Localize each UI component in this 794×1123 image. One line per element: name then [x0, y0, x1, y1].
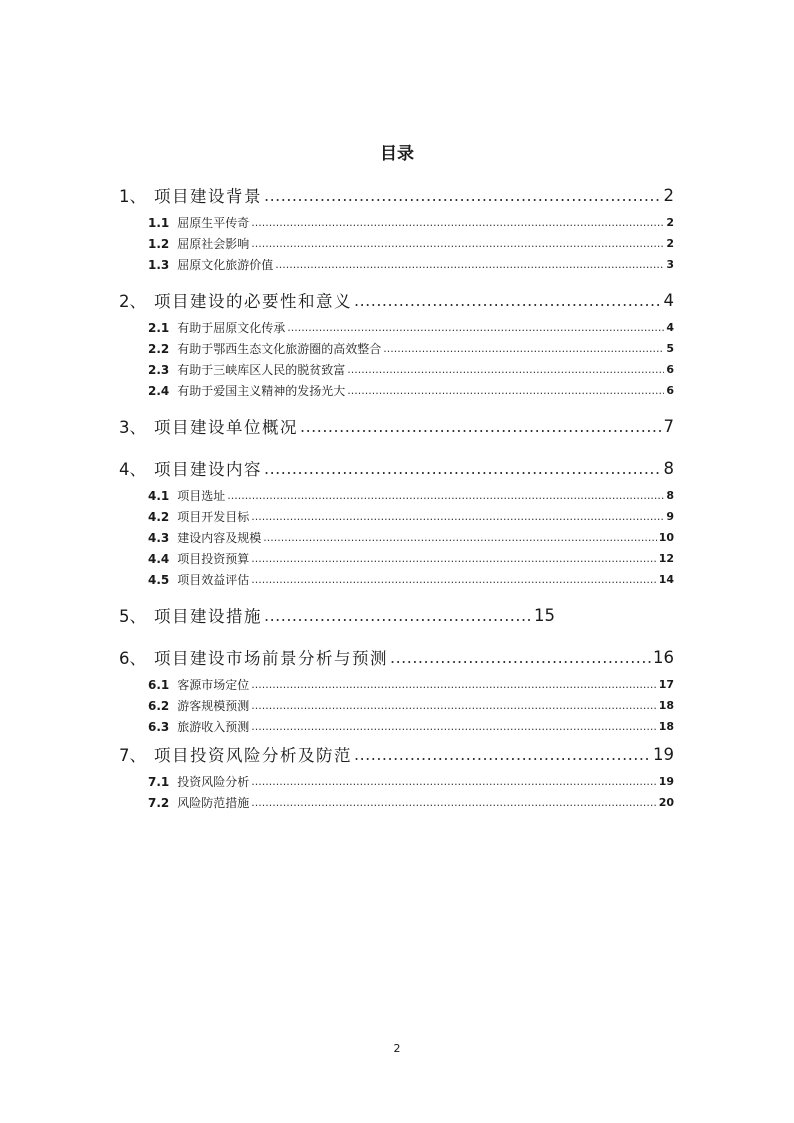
toc-subentry-label: 风险防范措施 — [177, 796, 250, 810]
dot-leader — [251, 678, 656, 691]
toc-entry-1[interactable] — [119, 178, 674, 212]
toc-subentry-page: 6 — [666, 363, 674, 376]
toc-entry-3[interactable] — [119, 409, 674, 443]
toc-subentry-label: 建设内容及规模 — [177, 531, 262, 545]
table-of-contents — [119, 178, 674, 813]
dot-leader — [251, 699, 656, 712]
toc-entry-5[interactable] — [119, 598, 555, 632]
toc-subentry-1-1[interactable] — [119, 212, 674, 233]
toc-entry-number: 6、 — [119, 649, 146, 668]
dot-leader — [251, 552, 656, 565]
toc-subentry-label: 游客规模预测 — [177, 699, 250, 713]
toc-subentry-number: 4.3 — [148, 530, 170, 545]
toc-entry-page: 2 — [663, 185, 674, 205]
toc-subentry-number: 1.2 — [148, 236, 170, 251]
toc-subentry-number: 6.3 — [148, 719, 170, 734]
dot-leader — [251, 775, 656, 788]
toc-subentry-label: 旅游收入预测 — [177, 720, 250, 734]
toc-entry-2[interactable] — [119, 283, 674, 317]
toc-entry-number: 4、 — [119, 460, 146, 479]
toc-subentry-2-3[interactable] — [119, 359, 674, 380]
toc-subentry-7-1[interactable] — [119, 771, 674, 792]
toc-entry-page: 19 — [653, 744, 674, 764]
toc-entry-6[interactable] — [119, 640, 674, 674]
toc-subentry-label: 项目选址 — [177, 489, 226, 503]
toc-subentry-page: 5 — [666, 342, 674, 355]
toc-subentry-page: 3 — [666, 258, 674, 271]
toc-subentry-label: 项目投资预算 — [177, 552, 250, 566]
dot-leader — [263, 531, 656, 544]
toc-subentry-number: 4.5 — [148, 572, 170, 587]
toc-subentry-label: 有助于三峡库区人民的脱贫致富 — [177, 363, 346, 377]
dot-leader — [251, 237, 664, 250]
toc-subentry-1-3[interactable] — [119, 254, 674, 275]
toc-subentry-page: 2 — [666, 216, 674, 229]
toc-entry-7[interactable] — [119, 737, 674, 771]
toc-title: 目录 — [380, 144, 414, 164]
toc-entry-number: 2、 — [119, 292, 146, 311]
toc-subentry-number: 2.1 — [148, 320, 170, 335]
toc-subentry-label: 屈原社会影响 — [177, 237, 250, 251]
toc-subentry-6-3[interactable] — [119, 716, 674, 737]
dot-leader — [264, 606, 532, 625]
page-number: 2 — [393, 1042, 401, 1055]
toc-subentry-number: 2.3 — [148, 362, 170, 377]
dot-leader — [347, 363, 664, 376]
toc-subentry-page: 9 — [666, 510, 674, 523]
toc-subentry-number: 7.1 — [148, 774, 170, 789]
toc-entry-label: 项目建设背景 — [154, 187, 262, 206]
dot-leader — [251, 510, 664, 523]
toc-subentry-number: 7.2 — [148, 795, 170, 810]
toc-entry-label: 项目建设市场前景分析与预测 — [154, 649, 388, 668]
toc-subentry-page: 20 — [658, 796, 674, 809]
toc-subentry-4-3[interactable] — [119, 527, 674, 548]
toc-entry-number: 3、 — [119, 418, 146, 437]
toc-entry-number: 5、 — [119, 607, 146, 626]
toc-subentry-6-2[interactable] — [119, 695, 674, 716]
dot-leader — [287, 321, 664, 334]
toc-subentry-label: 有助于爱国主义精神的发扬光大 — [177, 384, 346, 398]
toc-subentry-label: 项目开发目标 — [177, 510, 250, 524]
toc-subentry-number: 1.3 — [148, 257, 170, 272]
dot-leader — [347, 384, 664, 397]
toc-subentry-page: 18 — [658, 699, 674, 712]
toc-subentry-1-2[interactable] — [119, 233, 674, 254]
toc-subentry-page: 18 — [658, 720, 674, 733]
dot-leader — [300, 417, 662, 436]
toc-subentry-page: 4 — [666, 321, 674, 334]
toc-subentry-number: 4.2 — [148, 509, 170, 524]
toc-subentry-number: 2.4 — [148, 383, 170, 398]
toc-entry-number: 1、 — [119, 187, 146, 206]
toc-subentry-page: 17 — [658, 678, 674, 691]
dot-leader — [383, 342, 664, 355]
toc-subentry-page: 14 — [658, 573, 674, 586]
dot-leader — [354, 745, 651, 764]
toc-subentry-4-1[interactable] — [119, 485, 674, 506]
toc-subentry-number: 6.2 — [148, 698, 170, 713]
toc-subentry-number: 2.2 — [148, 341, 170, 356]
toc-entry-label: 项目建设内容 — [154, 460, 262, 479]
toc-subentry-2-4[interactable] — [119, 380, 674, 401]
toc-entry-label: 项目建设措施 — [154, 607, 262, 626]
toc-subentry-label: 客源市场定位 — [177, 678, 250, 692]
toc-entry-label: 项目投资风险分析及防范 — [154, 746, 352, 765]
toc-subentry-2-2[interactable] — [119, 338, 674, 359]
toc-subentry-number: 4.4 — [148, 551, 170, 566]
toc-subentry-page: 2 — [666, 237, 674, 250]
dot-leader — [227, 489, 664, 502]
toc-entry-label: 项目建设的必要性和意义 — [154, 292, 352, 311]
dot-leader — [251, 720, 656, 733]
dot-leader — [354, 291, 662, 310]
toc-subentry-label: 屈原文化旅游价值 — [177, 258, 274, 272]
toc-subentry-page: 12 — [658, 552, 674, 565]
dot-leader — [264, 459, 662, 478]
dot-leader — [390, 648, 651, 667]
dot-leader — [251, 216, 664, 229]
toc-entry-page: 4 — [663, 290, 674, 310]
toc-subentry-7-2[interactable] — [119, 792, 674, 813]
toc-entry-page: 15 — [534, 605, 555, 625]
toc-subentry-label: 有助于屈原文化传承 — [177, 321, 286, 335]
dot-leader — [251, 573, 656, 586]
toc-subentry-page: 10 — [658, 531, 674, 544]
toc-entry-page: 7 — [663, 416, 674, 436]
toc-subentry-number: 1.1 — [148, 215, 170, 230]
toc-entry-label: 项目建设单位概况 — [154, 418, 298, 437]
toc-subentry-4-4[interactable] — [119, 548, 674, 569]
toc-subentry-page: 6 — [666, 384, 674, 397]
dot-leader — [251, 796, 656, 809]
toc-subentry-label: 投资风险分析 — [177, 775, 250, 789]
toc-subentry-page: 8 — [666, 489, 674, 502]
toc-entry-page: 16 — [653, 647, 674, 667]
toc-subentry-page: 19 — [658, 775, 674, 788]
toc-subentry-6-1[interactable] — [119, 674, 674, 695]
toc-entry-page: 8 — [663, 458, 674, 478]
toc-subentry-label: 项目效益评估 — [177, 573, 250, 587]
toc-subentry-label: 屈原生平传奇 — [177, 216, 250, 230]
toc-subentry-number: 4.1 — [148, 488, 170, 503]
toc-entry-4[interactable] — [119, 451, 674, 485]
toc-entry-number: 7、 — [119, 746, 146, 765]
toc-subentry-4-5[interactable] — [119, 569, 674, 590]
dot-leader — [275, 258, 664, 271]
toc-subentry-4-2[interactable] — [119, 506, 674, 527]
toc-subentry-2-1[interactable] — [119, 317, 674, 338]
dot-leader — [264, 186, 662, 205]
toc-subentry-number: 6.1 — [148, 677, 170, 692]
toc-subentry-label: 有助于鄂西生态文化旅游圈的高效整合 — [177, 342, 382, 356]
